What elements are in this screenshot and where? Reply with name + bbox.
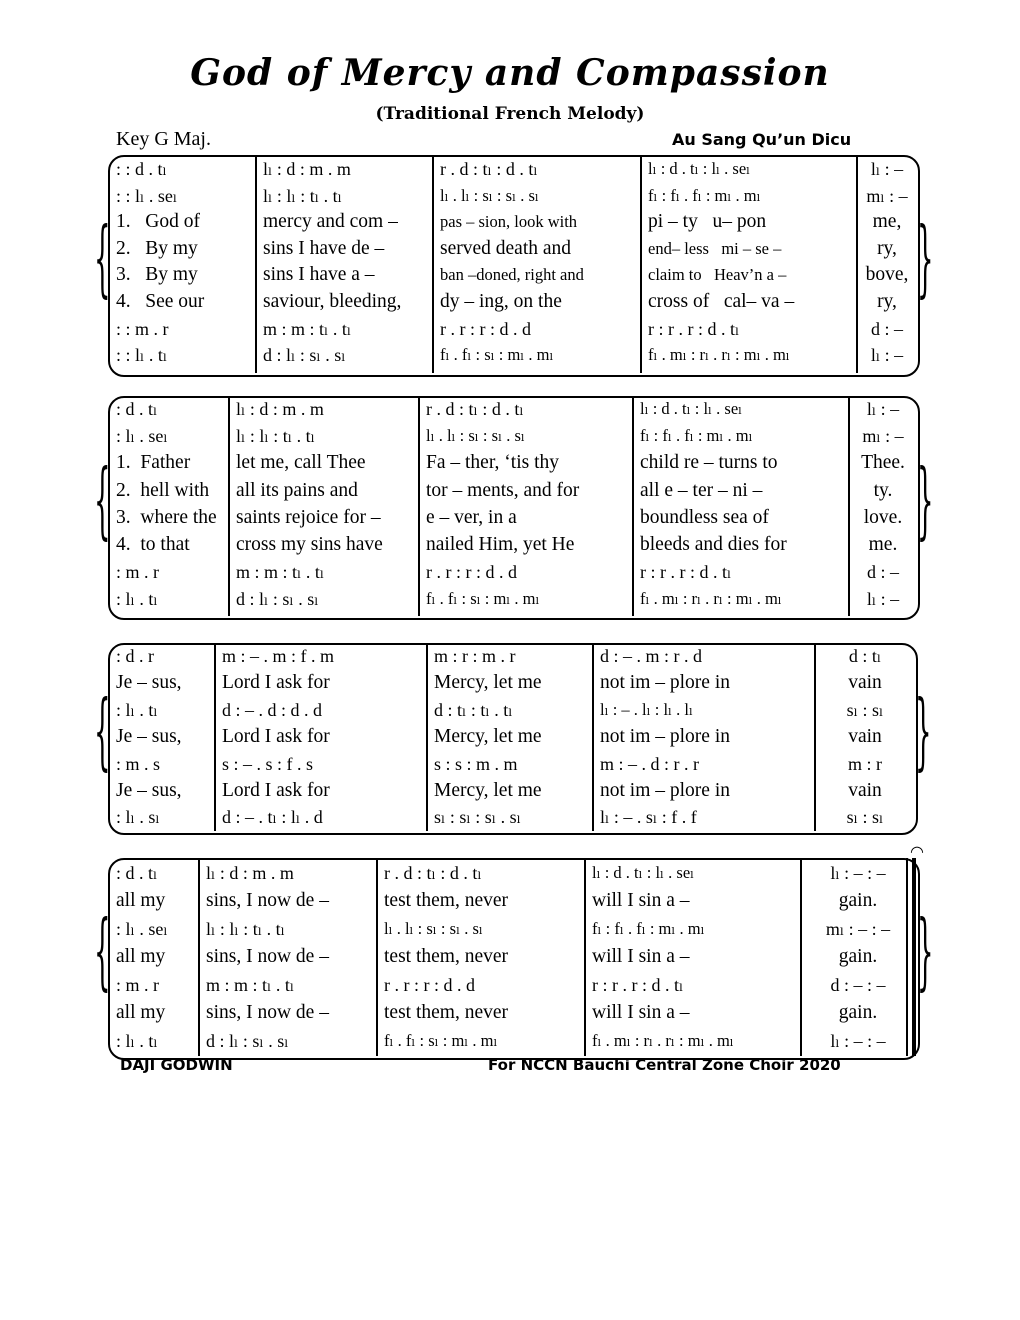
lyric-row	[0, 209, 1020, 235]
lyric-cell: sins I have a –	[263, 264, 375, 286]
note-cell: lₗ : – : –	[830, 1031, 886, 1051]
lyric-row	[0, 778, 1020, 804]
note-cell: : d . r	[116, 646, 154, 666]
note-cell: : d . tₗ	[116, 399, 158, 419]
lyric-cell: ry,	[877, 237, 897, 259]
lyric-cell: all its pains and	[236, 479, 358, 501]
lyric-row	[0, 450, 1020, 476]
lyric-cell: sins, I now de –	[206, 946, 329, 967]
lyric-cell: dy – ing, on the	[440, 291, 562, 312]
note-cell: lₗ : –	[866, 589, 900, 610]
note-cell: : : m . r	[116, 318, 169, 339]
lyric-cell: saviour, bleeding,	[263, 291, 402, 312]
note-cell: : lₗ . seₗ	[116, 426, 168, 447]
solfa-row	[0, 156, 1020, 182]
note-cell: lₗ . lₗ : sₗ : sₗ . sₗ	[384, 919, 483, 938]
lyric-cell: ry,	[877, 291, 897, 312]
note-cell: d : – : –	[830, 975, 886, 995]
note-cell: fₗ . mₗ : rₗ . rₗ : mₗ . mₗ	[640, 589, 782, 609]
note-cell: d : lₗ : sₗ . sₗ	[236, 589, 319, 610]
lyric-cell: sins I have de –	[263, 237, 385, 259]
solfa-row	[0, 643, 1020, 669]
french-title: Au Sang Qu’un Dicu	[672, 130, 852, 149]
lyric-cell: me,	[872, 211, 902, 233]
lyric-cell: let me, call Thee	[236, 452, 366, 474]
left-brace: {	[94, 686, 111, 782]
note-cell: lₗ : d : m . m	[206, 863, 294, 883]
lyric-cell: nailed Him, yet He	[426, 534, 575, 555]
right-brace: }	[917, 906, 934, 1002]
note-cell: : m . r	[116, 975, 159, 995]
note-cell: lₗ : d . tₗ : lₗ . seₗ	[592, 863, 695, 882]
note-cell: sₗ : sₗ	[846, 699, 884, 720]
solfa-row	[0, 972, 1020, 998]
note-cell: fₗ . fₗ : sₗ : mₗ . mₗ	[384, 1031, 498, 1050]
lyric-row	[0, 944, 1020, 970]
lyric-cell: 3. By my	[116, 264, 198, 286]
lyric-cell: cross my sins have	[236, 534, 383, 555]
solfa-row	[0, 183, 1020, 209]
lyric-cell: Mercy, let me	[434, 725, 542, 747]
note-cell: lₗ : lₗ : tₗ . tₗ	[236, 426, 315, 447]
note-cell: s : – . s : f . s	[222, 753, 314, 774]
note-cell: lₗ : – . sₗ : f . f	[600, 807, 697, 828]
left-brace: {	[94, 906, 111, 1002]
left-brace: {	[94, 455, 111, 551]
note-cell: m : m : tₗ . tₗ	[236, 562, 325, 583]
note-cell: : lₗ . sₗ	[116, 807, 160, 828]
lyric-cell: all my	[116, 946, 166, 967]
lyric-cell: child re – turns to	[640, 452, 778, 474]
lyric-cell: Je – sus,	[116, 671, 182, 693]
note-cell: r : r . r : d . tₗ	[648, 318, 740, 339]
lyric-cell: Je – sus,	[116, 779, 182, 801]
lyric-cell: all my	[116, 890, 166, 911]
lyric-cell: 2. hell with	[116, 479, 210, 501]
lyric-cell: claim to Heav’n a –	[648, 265, 787, 285]
lyric-cell: Je – sus,	[116, 725, 182, 747]
lyric-cell: sins, I now de –	[206, 1002, 329, 1023]
note-cell: lₗ : lₗ : tₗ . tₗ	[263, 185, 342, 206]
note-cell: r . d : tₗ : d . tₗ	[426, 399, 524, 419]
lyric-row	[0, 236, 1020, 262]
note-cell: d : – . tₗ : lₗ . d	[222, 807, 323, 828]
lyric-row	[0, 505, 1020, 531]
lyric-row	[0, 670, 1020, 696]
solfa-row	[0, 916, 1020, 942]
lyric-cell: will I sin a –	[592, 946, 690, 967]
lyric-cell: Fa – ther, ‘tis thy	[426, 452, 559, 474]
lyric-cell: cross of cal– va –	[648, 291, 795, 312]
lyric-cell: all e – ter – ni –	[640, 479, 763, 501]
solfa-row	[0, 586, 1020, 612]
lyric-cell: Lord I ask for	[222, 725, 330, 747]
lyric-cell: served death and	[440, 237, 572, 259]
solfa-row	[0, 423, 1020, 449]
lyric-cell: gain.	[838, 890, 878, 911]
lyric-cell: me.	[868, 534, 898, 555]
solfa-row	[0, 697, 1020, 723]
lyric-cell: will I sin a –	[592, 1002, 690, 1023]
note-cell: m : m : tₗ . tₗ	[206, 975, 295, 995]
note-cell: lₗ : –	[870, 159, 904, 179]
solfa-row	[0, 342, 1020, 368]
solfa-row	[0, 860, 1020, 886]
note-cell: s : s : m . m	[434, 753, 518, 774]
lyric-cell: not im – plore in	[600, 779, 730, 801]
note-cell: : lₗ . tₗ	[116, 699, 158, 720]
lyric-cell: 1. God of	[116, 211, 200, 233]
lyric-row	[0, 478, 1020, 504]
note-cell: lₗ : – : –	[830, 863, 886, 883]
lyric-row	[0, 1000, 1020, 1026]
arranger-name: DAJI GODWIN	[120, 1056, 233, 1074]
note-cell: lₗ : d : m . m	[236, 399, 324, 419]
lyric-cell: test them, never	[384, 890, 508, 911]
lyric-cell: Thee.	[861, 452, 905, 474]
note-cell: r . d : tₗ : d . tₗ	[440, 159, 538, 179]
note-cell: lₗ : lₗ : tₗ . tₗ	[206, 919, 285, 939]
note-cell: lₗ . lₗ : sₗ : sₗ . sₗ	[426, 426, 525, 446]
note-cell: sₗ : sₗ	[846, 807, 884, 828]
lyric-cell: bleeds and dies for	[640, 534, 787, 555]
solfa-row	[0, 804, 1020, 830]
lyric-cell: vain	[848, 779, 882, 801]
lyric-cell: e – ver, in a	[426, 506, 517, 528]
lyric-cell: pi – ty u– pon	[648, 211, 767, 233]
note-cell: : : lₗ . tₗ	[116, 345, 168, 366]
lyric-cell: gain.	[838, 946, 878, 967]
note-cell: m : – . m : f . m	[222, 646, 334, 666]
lyric-cell: Mercy, let me	[434, 671, 542, 693]
note-cell: : : lₗ . seₗ	[116, 185, 178, 206]
lyric-cell: 1. Father	[116, 452, 191, 474]
note-cell: d : lₗ : sₗ . sₗ	[263, 345, 346, 366]
lyric-cell: Mercy, let me	[434, 779, 542, 801]
note-cell: m : m : tₗ . tₗ	[263, 318, 352, 339]
lyric-cell: 4. to that	[116, 534, 190, 555]
right-brace: }	[915, 686, 932, 782]
solfa-row	[0, 751, 1020, 777]
note-cell: lₗ : d : m . m	[263, 159, 351, 179]
note-cell: r . r : r : d . d	[426, 562, 517, 583]
note-cell: m : r : m . r	[434, 646, 516, 666]
lyric-cell: all my	[116, 1002, 166, 1023]
lyric-cell: tor – ments, and for	[426, 479, 580, 501]
note-cell: m : r	[848, 753, 882, 774]
lyric-cell: 3. where the	[116, 506, 217, 528]
note-cell: r : r . r : d . tₗ	[640, 562, 732, 583]
note-cell: fₗ . mₗ : rₗ . rₗ : mₗ . mₗ	[648, 345, 790, 365]
note-cell: fₗ : fₗ . fₗ : mₗ . mₗ	[648, 185, 761, 205]
lyric-cell: vain	[848, 725, 882, 747]
solfa-row	[0, 1028, 1020, 1054]
note-cell: : lₗ . seₗ	[116, 919, 168, 939]
lyric-cell: end– less mi – se –	[648, 238, 782, 258]
right-brace: }	[917, 213, 934, 309]
note-cell: r . r : r : d . d	[440, 318, 531, 339]
note-cell: fₗ . fₗ : sₗ : mₗ . mₗ	[440, 345, 554, 365]
lyric-row	[0, 289, 1020, 315]
note-cell: lₗ : d . tₗ : lₗ . seₗ	[640, 399, 743, 418]
note-cell: lₗ : –	[866, 399, 900, 419]
note-cell: d : tₗ : tₗ . tₗ	[434, 699, 513, 720]
note-cell: : lₗ . tₗ	[116, 589, 158, 610]
note-cell: lₗ . lₗ : sₗ : sₗ . sₗ	[440, 185, 539, 205]
note-cell: r . r : r : d . d	[384, 975, 475, 995]
choir-credit: For NCCN Bauchi Central Zone Choir 2020	[488, 1056, 841, 1074]
lyric-cell: 4. See our	[116, 291, 205, 312]
lyric-cell: sins, I now de –	[206, 890, 329, 911]
note-cell: : m . r	[116, 562, 159, 583]
note-cell: : lₗ . tₗ	[116, 1031, 158, 1051]
note-cell: m : – . d : r . r	[600, 753, 699, 774]
fermata-mark: ◠	[910, 844, 924, 861]
lyric-cell: will I sin a –	[592, 890, 690, 911]
lyric-row	[0, 262, 1020, 288]
note-cell: : m . s	[116, 753, 161, 774]
note-cell: r : r . r : d . tₗ	[592, 975, 684, 995]
note-cell: fₗ . fₗ : sₗ : mₗ . mₗ	[426, 589, 540, 609]
lyric-cell: pas – sion, look with	[440, 212, 578, 232]
solfa-row	[0, 316, 1020, 342]
note-cell: : : d . tₗ	[116, 159, 167, 179]
lyric-cell: mercy and com –	[263, 211, 398, 233]
solfa-row	[0, 559, 1020, 585]
left-brace: {	[94, 213, 111, 309]
lyric-cell: test them, never	[384, 946, 508, 967]
lyric-cell: ty.	[873, 479, 893, 501]
lyric-cell: not im – plore in	[600, 671, 730, 693]
note-cell: mₗ : – : –	[825, 919, 891, 939]
note-cell: d : – . d : d . d	[222, 699, 323, 720]
lyric-row	[0, 888, 1020, 914]
note-cell: lₗ : – . lₗ : lₗ . lₗ	[600, 699, 694, 719]
note-cell: : d . tₗ	[116, 863, 158, 883]
lyric-cell: bove,	[865, 264, 909, 286]
lyric-cell: test them, never	[384, 1002, 508, 1023]
note-cell: lₗ : –	[870, 345, 904, 366]
note-cell: d : –	[870, 318, 903, 339]
note-cell: r . d : tₗ : d . tₗ	[384, 863, 482, 883]
note-cell: mₗ : –	[866, 185, 908, 206]
page-title: God of Mercy and Compassion	[190, 52, 830, 94]
note-cell: d : – . m : r . d	[600, 646, 702, 666]
lyric-cell: gain.	[838, 1002, 878, 1023]
lyric-row	[0, 724, 1020, 750]
solfa-row	[0, 396, 1020, 422]
note-cell: mₗ : –	[862, 426, 904, 447]
note-cell: d : tₗ	[848, 646, 882, 666]
lyric-cell: Lord I ask for	[222, 671, 330, 693]
note-cell: fₗ : fₗ . fₗ : mₗ . mₗ	[640, 426, 753, 446]
note-cell: lₗ : d . tₗ : lₗ . seₗ	[648, 159, 751, 178]
lyric-row	[0, 532, 1020, 558]
lyric-cell: saints rejoice for –	[236, 506, 381, 528]
note-cell: sₗ : sₗ : sₗ . sₗ	[434, 807, 521, 828]
subtitle: (Traditional French Melody)	[375, 104, 645, 124]
lyric-cell: love.	[863, 506, 903, 528]
lyric-cell: not im – plore in	[600, 725, 730, 747]
key-signature: Key G Maj.	[116, 128, 211, 150]
note-cell: fₗ . mₗ : rₗ . rₗ : mₗ . mₗ	[592, 1031, 734, 1050]
lyric-cell: boundless sea of	[640, 506, 769, 528]
note-cell: fₗ : fₗ . fₗ : mₗ . mₗ	[592, 919, 705, 938]
lyric-cell: 2. By my	[116, 237, 198, 259]
note-cell: d : –	[866, 562, 899, 583]
lyric-cell: Lord I ask for	[222, 779, 330, 801]
lyric-cell: vain	[848, 671, 882, 693]
note-cell: d : lₗ : sₗ . sₗ	[206, 1031, 289, 1051]
right-brace: }	[917, 455, 934, 551]
lyric-cell: ban –doned, right and	[440, 265, 584, 285]
